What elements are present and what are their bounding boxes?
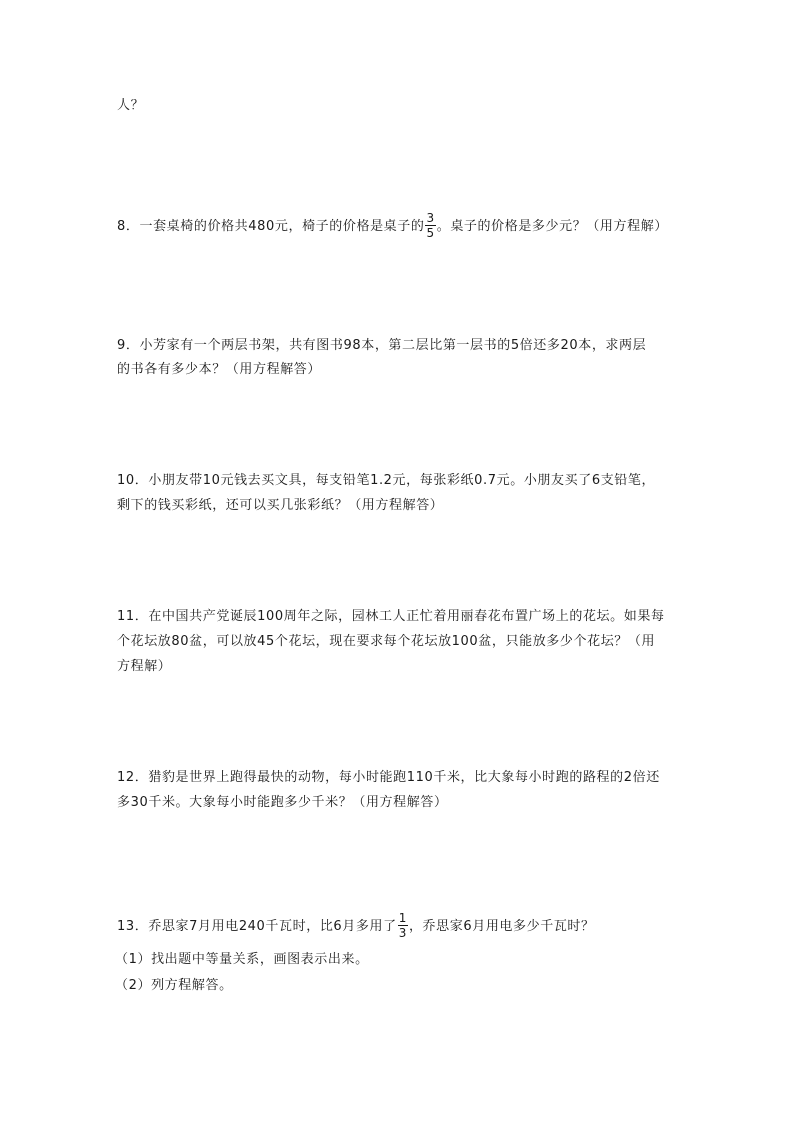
question-13-fraction xyxy=(398,911,408,940)
question-12-line-1: 12．猎豹是世界上跑得最快的动物，每小时能跑110千米，比大象每小时跑的路程的2倍还 xyxy=(117,770,660,785)
question-8-text-before: 8．一套桌椅的价格共480元，椅子的价格是桌子的 xyxy=(117,219,425,234)
fraction-numerator: 3 xyxy=(426,211,435,225)
question-8-fraction xyxy=(425,211,435,240)
question-13 xyxy=(117,912,595,941)
question-13-text-after: ，乔思家6月用电多少千瓦时？ xyxy=(408,919,595,934)
fraction-numerator: 1 xyxy=(398,911,407,925)
question-9-line-2: 的书各有多少本？（用方程解答） xyxy=(117,362,322,377)
fraction-denominator: 3 xyxy=(398,926,407,940)
question-10-line-1: 10．小朋友带10元钱去买文具，每支铅笔1.2元，每张彩纸0.7元。小朋友买了6支铅笔， xyxy=(117,473,656,488)
question-8 xyxy=(117,212,668,241)
question-8-text-after: 。桌子的价格是多少元？（用方程解） xyxy=(436,219,668,234)
question-11-line-2: 个花坛放80盆，可以放45个花坛，现在要求每个花坛放100盆，只能放多少个花坛？（用 xyxy=(117,634,656,649)
question-12-line-2: 多30千米。大象每小时能跑多少千米？（用方程解答） xyxy=(117,795,448,810)
question-11-line-3: 方程解） xyxy=(117,659,172,674)
question-13-text-before: 13．乔思家7月用电240千瓦时，比6月多用了 xyxy=(117,919,397,934)
question-9-line-1: 9．小芳家有一个两层书架，共有图书98本，第二层比第一层书的5倍还多20本，求两层 xyxy=(117,338,647,353)
carry-over-text: 人？ xyxy=(117,98,145,113)
fraction-denominator: 5 xyxy=(426,226,435,240)
question-10-line-2: 剩下的钱买彩纸，还可以买几张彩纸？（用方程解答） xyxy=(117,498,444,513)
question-13-sub-2: （2）列方程解答。 xyxy=(115,978,233,993)
question-11-line-1: 11．在中国共产党诞辰100周年之际，园林工人正忙着用丽春花布置广场上的花坛。如果每 xyxy=(117,609,665,624)
question-13-sub-1: （1）找出题中等量关系，画图表示出来。 xyxy=(115,952,369,967)
